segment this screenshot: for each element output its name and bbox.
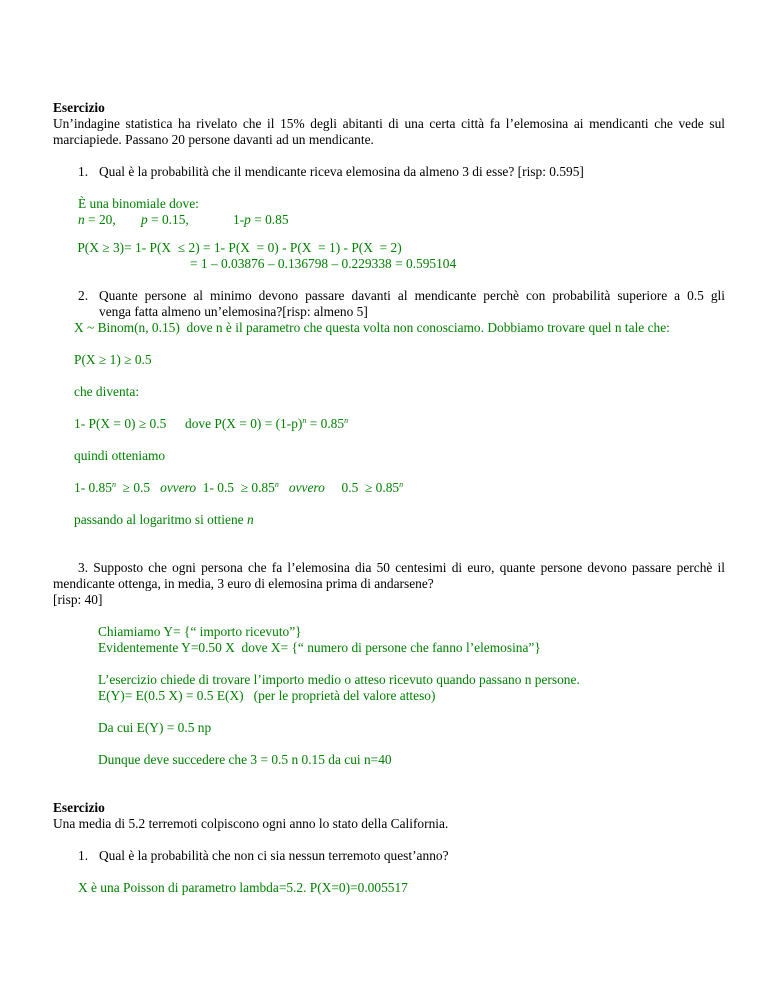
exercise-2-heading: Esercizio [53, 800, 105, 815]
answer-3-line6: Dunque deve succedere che 3 = 0.5 n 0.15 da cui n=40 [98, 752, 392, 767]
answer-3-line4: E(Y)= E(0.5 X) = 0.5 E(X) (per le proprietà del valore atteso) [98, 688, 436, 703]
answer-3-line1: Chiamiamo Y= {“ importo ricevuto”} [98, 624, 302, 639]
question-1-text: Qual è la probabilità che il mendicante riceva elemosina da almeno 3 di esse? [risp: 0.595] [99, 164, 584, 179]
answer-2-che-diventa: che diventa: [74, 384, 140, 399]
question-3-line3: [risp: 40] [53, 592, 103, 607]
answer-2-logarithm: passando al logaritmo si ottiene n [74, 512, 254, 527]
question-2-line2: venga fatta almeno un’elemosina?[risp: almeno 5] [99, 304, 368, 319]
exercise-2-question-1-number: 1. [78, 848, 89, 863]
question-3-line1: 3. Supposto che ogni persona che fa l’elemosina dia 50 centesimi di euro, quante persone devono passare perchè il [78, 560, 725, 575]
answer-3-line5: Da cui E(Y) = 0.5 np [98, 720, 212, 735]
exercise-1-intro-line2: marciapiede. Passano 20 persone davanti ad un mendicante. [53, 132, 374, 147]
answer-2-where: dove $P(X = 0) = (1-p)^n = 0.85^n$ [185, 416, 349, 431]
answer-1-line1: È una binomiale dove: [78, 196, 199, 211]
answer-2-inequality1: P(X ≥ 1) ≥ 0.5 [74, 352, 152, 367]
exercise-1-intro-line1: Un’indagine statistica ha rivelato che il 15% degli abitanti di una certa città fa l’elemosina ai mendicanti che vede sul [53, 116, 725, 131]
answer-3-line2: Evidentemente Y=0.50 X dove X= {“ numero di persone che fanno l’elemosina”} [98, 640, 541, 655]
exercise-2-answer-1: X è una Poisson di parametro lambda=5.2. P(X=0)=0.005517 [78, 880, 408, 895]
answer-1-n: n = 20, [78, 212, 116, 227]
question-2-number: 2. [78, 288, 89, 303]
answer-1-formula-line2: = 1 – 0.03876 – 0.136798 – 0.229338 = 0.595104 [190, 256, 457, 271]
answer-2-line1: X ~ Binom(n, 0.15) dove n è il parametro che questa volta non conosciamo. Dobbiamo trovare quel n tale che: [74, 320, 670, 335]
answer-2-inequality3: 1- 0.85$^n$ ≥ 0.5 ovvero 1- $0.5 \ge 0.85^n$ ovvero $0.5 \ge 0.85^n$ [74, 480, 404, 495]
question-2-line1: Quante persone al minimo devono passare davanti al mendicante perchè con probabilità superiore a 0.5 gli [99, 288, 725, 303]
question-3-line2: mendicante ottenga, in media, 3 euro di elemosina prima di andarsene? [53, 576, 434, 591]
exercise-2-question-1-text: Qual è la probabilità che non ci sia nessun terremoto quest’anno? [99, 848, 449, 863]
answer-1-q: 1-p = 0.85 [233, 212, 289, 227]
question-1-number: 1. [78, 164, 89, 179]
answer-1-formula-line1: P(X ≥ 3)= 1- P(X ≤ 2) = 1- P(X = 0) - P(X = 1) - P(X = 2) [74, 240, 402, 255]
answer-1-p: p = 0.15, [141, 212, 189, 227]
answer-3-line3: L’esercizio chiede di trovare l’importo medio o atteso ricevuto quando passano n persone. [98, 672, 580, 687]
answer-2-quindi: quindi otteniamo [74, 448, 166, 463]
exercise-2-intro: Una media di 5.2 terremoti colpiscono ogni anno lo stato della California. [53, 816, 449, 831]
exercise-1-heading: Esercizio [53, 100, 105, 115]
answer-2-inequality2: 1- P(X = 0) ≥ 0.5 [74, 416, 167, 431]
